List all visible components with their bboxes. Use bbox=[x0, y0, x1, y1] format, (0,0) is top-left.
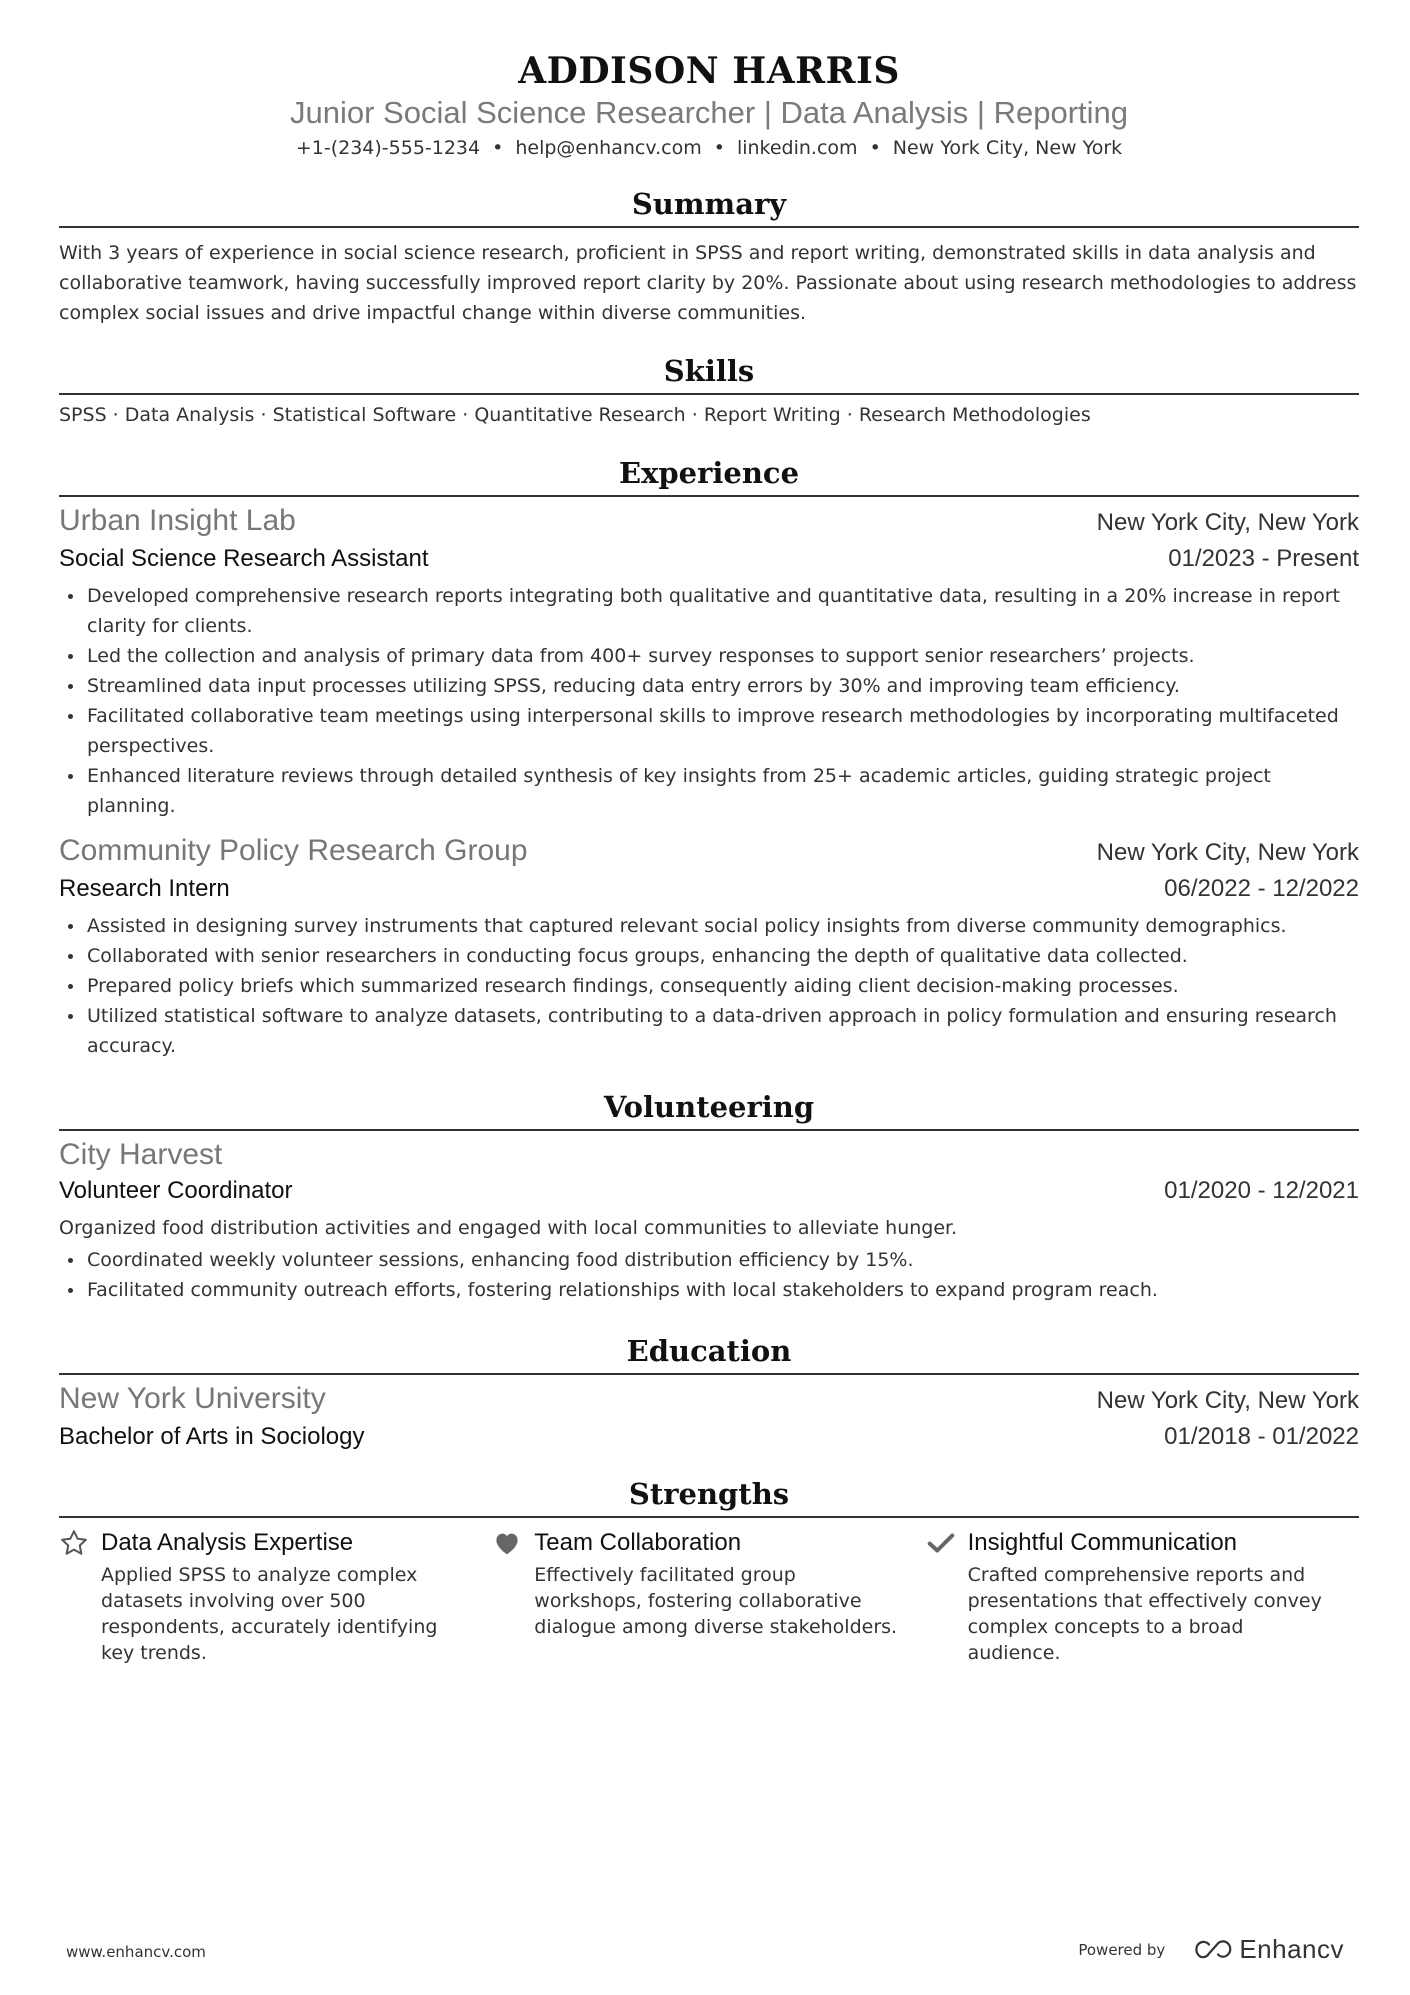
email-link[interactable]: help@enhancv.com bbox=[515, 137, 702, 159]
footer-website-link[interactable]: www.enhancv.com bbox=[66, 1943, 206, 1961]
strengths-heading: Strengths bbox=[59, 1474, 1359, 1518]
skills-heading: Skills bbox=[59, 351, 1359, 395]
job-role: Research Intern bbox=[59, 875, 230, 902]
candidate-title: Junior Social Science Researcher | Data Analysis | Reporting bbox=[289, 95, 1128, 130]
resume-page bbox=[59, 48, 1359, 1666]
school-name: New York University bbox=[59, 1382, 326, 1415]
footer-branding bbox=[1078, 1934, 1344, 1965]
strength-body bbox=[534, 1526, 905, 1666]
entry-header-row bbox=[59, 1381, 1359, 1419]
entry-role-row bbox=[59, 871, 1359, 907]
entry-dates: 01/2023 - Present bbox=[1168, 545, 1359, 572]
volunteering-heading: Volunteering bbox=[59, 1087, 1359, 1131]
strength-item bbox=[492, 1526, 925, 1666]
location-text: New York City, New York bbox=[892, 137, 1123, 159]
entry-header-row bbox=[59, 503, 1359, 541]
education-heading: Education bbox=[59, 1331, 1359, 1375]
strength-description: Applied SPSS to analyze complex datasets involving over 500 respondents, accurately identifying key trends. bbox=[101, 1564, 438, 1664]
strength-description: Effectively facilitated group workshops, fostering collaborative dialogue among diverse stakeholders. bbox=[534, 1564, 898, 1638]
check-icon bbox=[926, 1528, 956, 1558]
bullet-item: Streamlined data input processes utilizing SPSS, reducing data entry errors by 30% and improving team efficiency. bbox=[59, 671, 1359, 701]
experience-section bbox=[59, 453, 1359, 1061]
bullet-list bbox=[59, 911, 1359, 1061]
skills-list: SPSS · Data Analysis · Statistical Software · Quantitative Research · Report Writing · Research Methodologies bbox=[59, 404, 1091, 426]
entry-location: New York City, New York bbox=[1096, 509, 1359, 536]
strength-item bbox=[926, 1526, 1359, 1666]
volunteer-role: Volunteer Coordinator bbox=[59, 1177, 293, 1204]
company-name: Urban Insight Lab bbox=[59, 504, 296, 537]
separator-dot: • bbox=[492, 137, 504, 159]
brand-name: Enhancv bbox=[1239, 1934, 1344, 1964]
entry-dates: 01/2018 - 01/2022 bbox=[1164, 1423, 1359, 1450]
entry-header-row bbox=[59, 1137, 1359, 1173]
candidate-name: ADDISON HARRIS bbox=[518, 50, 900, 92]
entry-location: New York City, New York bbox=[1096, 839, 1359, 866]
phone-text: +1-(234)-555-1234 bbox=[295, 137, 481, 159]
bullet-item: Led the collection and analysis of primary data from 400+ survey responses to support senior researchers’ projects. bbox=[59, 641, 1359, 671]
education-section bbox=[59, 1331, 1359, 1455]
summary-heading: Summary bbox=[59, 184, 1359, 228]
bullet-item: Coordinated weekly volunteer sessions, enhancing food distribution efficiency by 15%. bbox=[59, 1245, 1359, 1275]
enhancv-logo-icon bbox=[1193, 1939, 1233, 1961]
experience-entry bbox=[59, 833, 1359, 1061]
strength-title: Insightful Communication bbox=[967, 1529, 1238, 1556]
entry-role-row bbox=[59, 1419, 1359, 1455]
strength-item bbox=[59, 1526, 492, 1666]
strength-description: Crafted comprehensive reports and presentations that effectively convey complex concepts to a broad audience. bbox=[967, 1564, 1322, 1664]
strength-title: Data Analysis Expertise bbox=[101, 1529, 354, 1556]
organization-name: City Harvest bbox=[59, 1138, 223, 1171]
volunteering-description: Organized food distribution activities and engaged with local communities to alleviate hunger. bbox=[59, 1217, 958, 1239]
bullet-list bbox=[59, 581, 1359, 821]
bullet-item: Facilitated collaborative team meetings using interpersonal skills to improve research methodologies by incorporating multifaceted perspectives. bbox=[59, 701, 1359, 761]
experience-entry bbox=[59, 503, 1359, 821]
separator-dot: • bbox=[869, 137, 881, 159]
volunteering-entry bbox=[59, 1137, 1359, 1305]
degree-name: Bachelor of Arts in Sociology bbox=[59, 1423, 365, 1450]
bullet-item: Collaborated with senior researchers in conducting focus groups, enhancing the depth of qualitative data collected. bbox=[59, 941, 1359, 971]
powered-by-text: Powered by bbox=[1078, 1940, 1166, 1959]
heart-icon bbox=[492, 1528, 522, 1558]
education-entry bbox=[59, 1381, 1359, 1455]
linkedin-link[interactable]: linkedin.com bbox=[736, 137, 858, 159]
entry-role-row bbox=[59, 1173, 1359, 1209]
resume-header bbox=[59, 48, 1359, 163]
strengths-section bbox=[59, 1474, 1359, 1666]
bullet-list bbox=[59, 1245, 1359, 1305]
entry-location: New York City, New York bbox=[1096, 1387, 1359, 1414]
bullet-item: Utilized statistical software to analyze datasets, contributing to a data-driven approach in policy formulation and ensuring research accuracy. bbox=[59, 1001, 1359, 1061]
entry-dates: 01/2020 - 12/2021 bbox=[1164, 1177, 1359, 1204]
bullet-item: Assisted in designing survey instruments that captured relevant social policy insights from diverse community demographics. bbox=[59, 911, 1359, 941]
bullet-item: Facilitated community outreach efforts, fostering relationships with local stakeholders to expand program reach. bbox=[59, 1275, 1359, 1305]
bullet-item: Enhanced literature reviews through detailed synthesis of key insights from 25+ academic articles, guiding strategic project planning. bbox=[59, 761, 1359, 821]
strengths-grid bbox=[59, 1526, 1359, 1666]
entry-header-row bbox=[59, 833, 1359, 871]
volunteering-section bbox=[59, 1087, 1359, 1305]
skills-section bbox=[59, 351, 1359, 430]
bullet-item: Prepared policy briefs which summarized research findings, consequently aiding client decision-making processes. bbox=[59, 971, 1359, 1001]
summary-text: With 3 years of experience in social science research, proficient in SPSS and report writing, demonstrated skills in data analysis and collaborative teamwork, having successfully improved report clarity by 20%. Passionate about using research methodologies to address complex social issues and drive impactful change within diverse communities. bbox=[59, 242, 1357, 324]
strength-title: Team Collaboration bbox=[534, 1529, 742, 1556]
company-name: Community Policy Research Group bbox=[59, 834, 528, 867]
experience-heading: Experience bbox=[59, 453, 1359, 497]
strength-body bbox=[968, 1526, 1339, 1666]
entry-role-row bbox=[59, 541, 1359, 577]
separator-dot: • bbox=[713, 137, 725, 159]
strength-body bbox=[101, 1526, 472, 1666]
entry-dates: 06/2022 - 12/2022 bbox=[1164, 875, 1359, 902]
summary-section bbox=[59, 184, 1359, 328]
job-role: Social Science Research Assistant bbox=[59, 545, 429, 572]
star-icon bbox=[59, 1528, 89, 1558]
contact-line bbox=[59, 133, 1359, 163]
bullet-item: Developed comprehensive research reports integrating both qualitative and quantitative data, resulting in a 20% increase in report clarity for clients. bbox=[59, 581, 1359, 641]
